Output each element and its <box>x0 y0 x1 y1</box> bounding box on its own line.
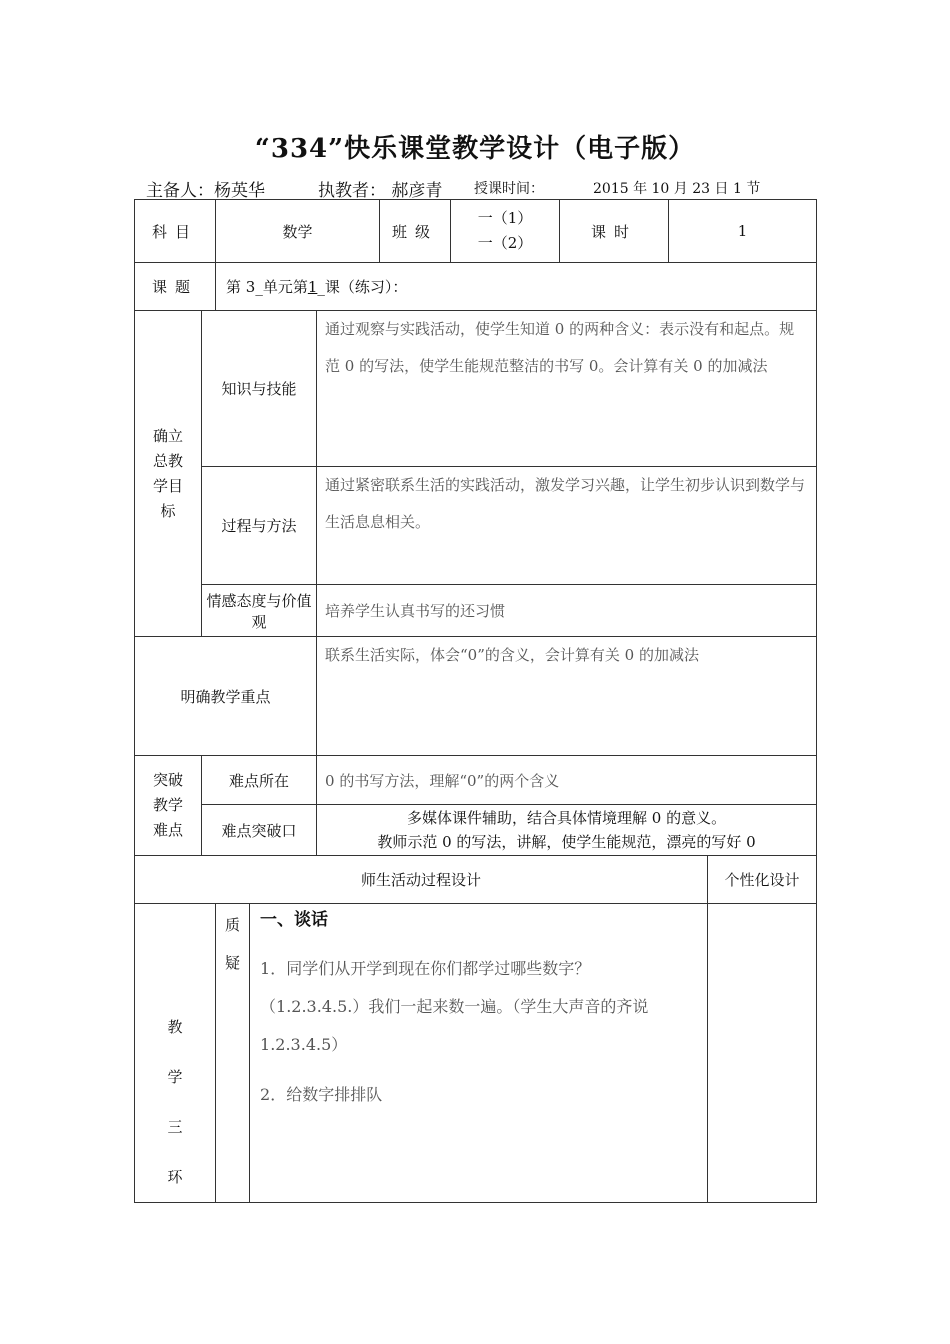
subject-value: 数学 <box>216 200 380 263</box>
process-inner-label-1: 质 <box>225 916 241 934</box>
process-outer-label <box>135 904 216 1203</box>
subject-label: 科目 <box>135 200 216 263</box>
difficulty-label-2: 教学 <box>152 796 183 814</box>
difficulty-break-text <box>317 805 817 856</box>
topic-row <box>135 263 817 311</box>
goals-label-2: 总教 <box>152 451 183 470</box>
period-value: 1 <box>669 200 817 263</box>
topic-value-c: _课（练习）： <box>317 278 408 296</box>
goal-row-process <box>135 467 817 585</box>
goal-attitude-label: 情感态度与价值观 <box>202 585 317 637</box>
topic-lesson-number: 1 <box>307 278 318 296</box>
period-label: 课时 <box>560 200 669 263</box>
key-point-label: 明确教学重点 <box>135 637 317 756</box>
class-value-2: 一（2） <box>477 234 533 252</box>
difficulty-where-label: 难点所在 <box>202 756 317 805</box>
difficulty-label-1: 突破 <box>152 771 183 789</box>
process-row <box>135 904 817 1203</box>
process-header-row <box>135 856 817 904</box>
process-header-side: 个性化设计 <box>708 856 817 904</box>
key-point-text: 联系生活实际，体会“0”的含义，会计算有关 0 的加减法 <box>317 637 817 756</box>
process-question-1: 1．同学们从开学到现在你们都学过哪些数字？ <box>260 959 591 978</box>
goal-attitude-text: 培养学生认真书写的还习惯 <box>317 585 817 637</box>
difficulty-break-row <box>135 805 817 856</box>
process-outer-label-4: 环 <box>167 1168 183 1186</box>
topic-value <box>216 263 817 311</box>
process-outer-label-3: 三 <box>167 1118 183 1136</box>
class-value-1: 一（1） <box>477 209 533 227</box>
goal-process-label: 过程与方法 <box>202 467 317 585</box>
goals-label <box>135 311 202 637</box>
difficulty-label-3: 难点 <box>152 821 183 839</box>
process-header-main: 师生活动过程设计 <box>135 856 708 904</box>
process-heading: 一、谈话 <box>260 910 329 930</box>
process-answer-1: （1.2.3.4.5.）我们一起来数一遍。（学生大声音的齐说 1.2.3.4.5） <box>260 997 649 1054</box>
goal-process-text: 通过紧密联系生活的实践活动，激发学习兴趣，让学生初步认识到数学与生活息息相关。 <box>317 467 817 585</box>
process-content <box>250 904 708 1203</box>
time-value: 2015 年 10 月 23 日 1 节 <box>593 181 761 197</box>
lesson-plan-table <box>134 199 817 1203</box>
teacher: 执教者： 郝彦青 <box>318 181 443 201</box>
difficulty-break-line-2: 教师示范 0 的写法，讲解，使学生能规范，漂亮的写好 0 <box>377 833 756 851</box>
difficulty-where-row <box>135 756 817 805</box>
goal-row-knowledge <box>135 311 817 467</box>
class-label: 班级 <box>380 200 451 263</box>
goal-knowledge-label: 知识与技能 <box>202 311 317 467</box>
difficulty-break-line-1: 多媒体课件辅助，结合具体情境理解 0 的意义。 <box>406 809 727 827</box>
goals-label-1: 确立 <box>152 426 183 445</box>
goal-row-attitude <box>135 585 817 637</box>
process-question-2: 2．给数字排排队 <box>260 1085 383 1104</box>
process-inner-label <box>216 904 250 1203</box>
difficulty-break-label: 难点突破口 <box>202 805 317 856</box>
header-row <box>135 200 817 263</box>
process-outer-label-1: 教 <box>167 1018 183 1036</box>
difficulty-label <box>135 756 202 856</box>
goals-label-3: 学目 <box>152 476 183 495</box>
time-label: 授课时间： <box>474 181 544 197</box>
page-title: “334”快乐课堂教学设计（电子版） <box>254 134 696 164</box>
preparer: 主备人：杨英华 <box>146 181 265 201</box>
process-outer-label-2: 学 <box>167 1068 183 1086</box>
class-value <box>451 200 560 263</box>
difficulty-where-text: 0 的书写方法，理解“0”的两个含义 <box>317 756 817 805</box>
goals-label-4: 标 <box>160 501 176 520</box>
process-inner-label-2: 疑 <box>225 954 241 972</box>
key-point-row <box>135 637 817 756</box>
topic-label: 课题 <box>135 263 216 311</box>
goal-knowledge-text: 通过观察与实践活动，使学生知道 0 的两种含义：表示没有和起点。规范 0 的写法，使学生能规范整洁的书写 0。会计算有关 0 的加减法 <box>317 311 817 467</box>
topic-value-a: 第 3_单元第 <box>226 278 308 296</box>
process-side-cell <box>708 904 817 1203</box>
